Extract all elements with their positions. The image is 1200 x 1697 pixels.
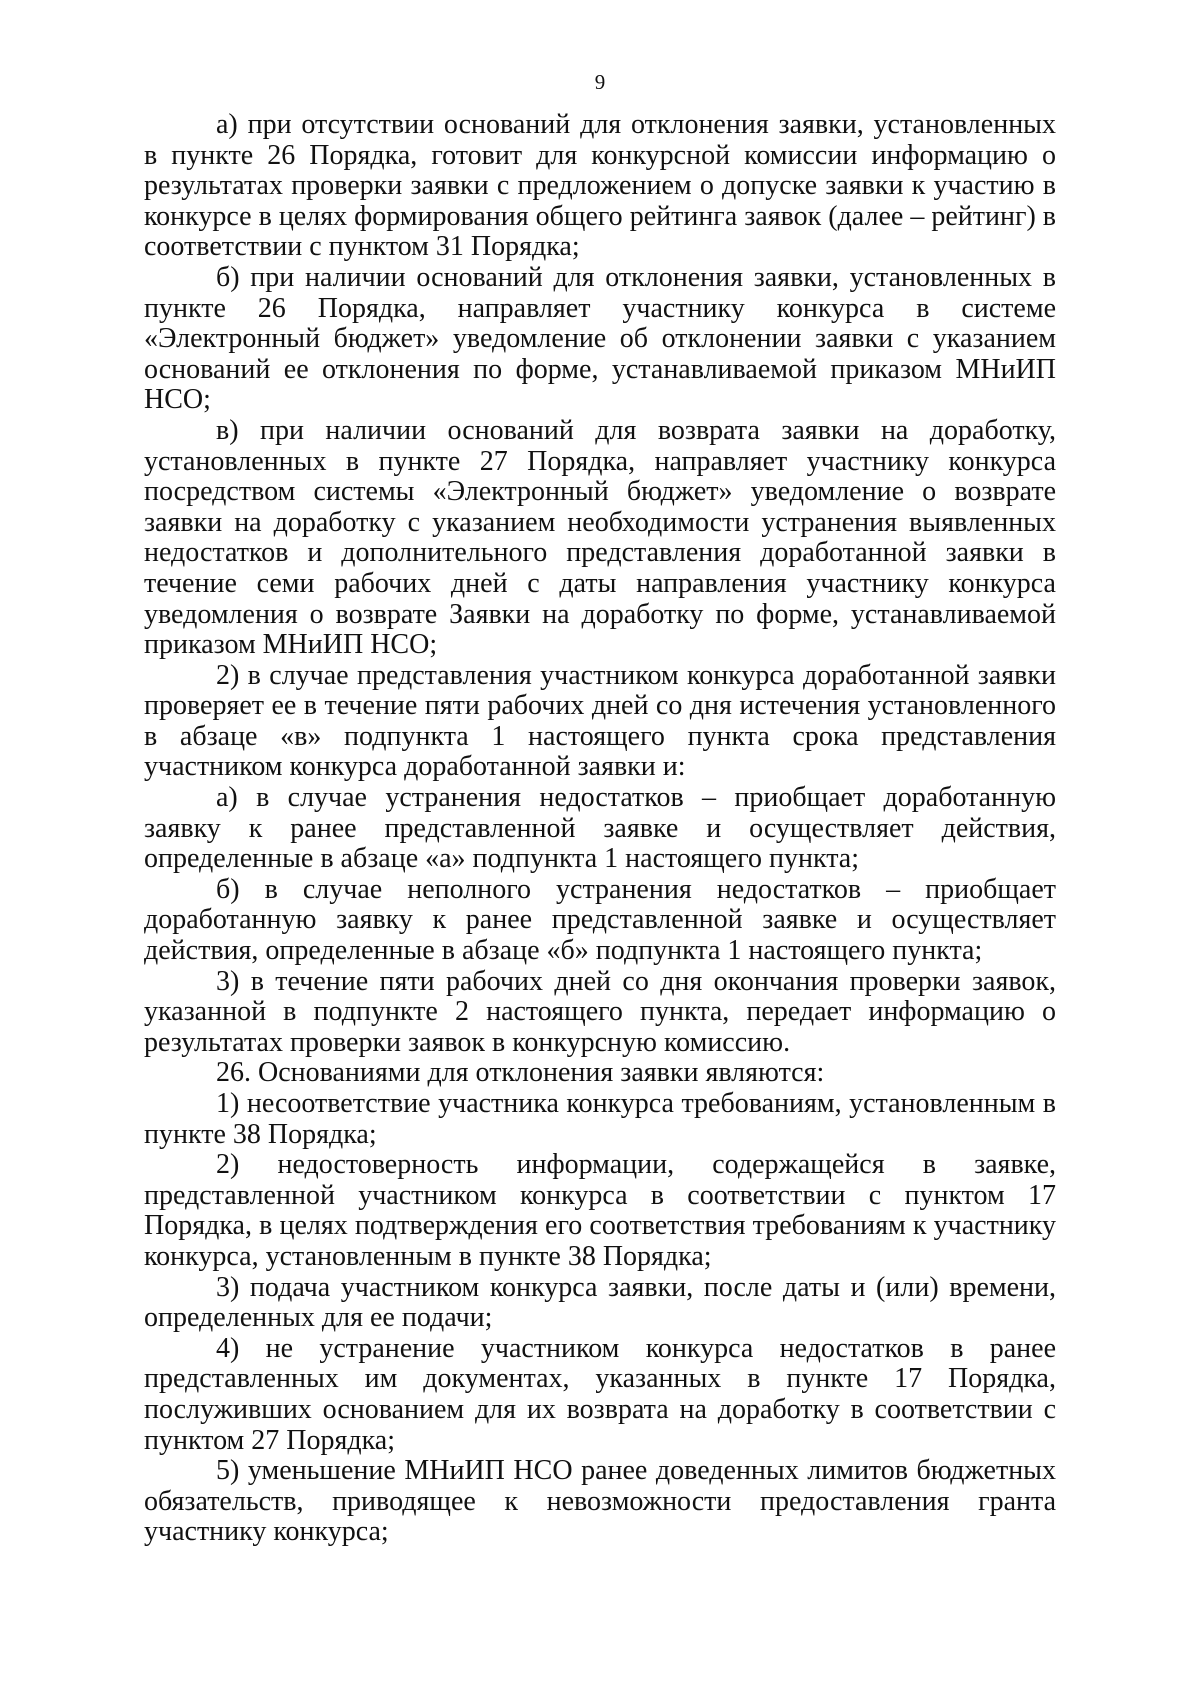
paragraph-26-4-deficiencies-not-fixed: 4) не устранение участником конкурса недостатков в ранее представленных им документах, указанных в пункте 17 Порядка, послуживших основанием для их возврата на доработку в соответствии с пунктом 27 Порядка; — [144, 1332, 1056, 1456]
paragraph-26-1-noncompliance: 1) несоответствие участника конкурса требованиям, установленным в пункте 38 Порядка; — [144, 1088, 1056, 1150]
paragraph-26-3-late-submission: 3) подача участником конкурса заявки, после даты и (или) времени, определенных для ее подачи; — [144, 1271, 1056, 1334]
paragraph-1v-return-for-revision: в) при наличии оснований для возврата заявки на доработку, установленных в пункте 27 Порядка, направляет участнику конкурса посредством системы «Электронный бюджет» уведомление о возврате заявки на доработку с указанием необходимости устранения выявленных недостатков и дополнительного представления доработанной заявки в течение семи рабочих дней с даты направления участнику конкурса уведомления о возврате Заявки на доработку по форме, устанавливаемой приказом МНиИП НСО; — [144, 414, 1056, 661]
paragraph-2a-deficiencies-eliminated: а) в случае устранения недостатков – приобщает доработанную заявку к ранее представленной заявке и осуществляет действия, определенные в абзаце «а» подпункта 1 настоящего пункта; — [144, 782, 1056, 875]
paragraph-26-2-unreliable-info: 2) недостоверность информации, содержащейся в заявке, представленной участником конкурса в соответствии с пунктом 17 Порядка, в целях подтверждения его соответствия требованиям к участнику конкурса, установленным в пункте 38 Порядка; — [144, 1149, 1056, 1272]
paragraph-3-transfer-to-commission: 3) в течение пяти рабочих дней со дня окончания проверки заявок, указанной в подпункте 2 настоящего пункта, передает информацию о результатах проверки заявок в конкурсную комиссию. — [144, 965, 1056, 1058]
page-number: 9 — [594, 70, 606, 94]
paragraph-26-5-budget-limits-reduced: 5) уменьшение МНиИП НСО ранее доведенных лимитов бюджетных обязательств, приводящее к невозможности предоставления гранта участнику конкурса; — [144, 1455, 1056, 1548]
paragraph-1a-no-rejection-grounds: а) при отсутствии оснований для отклонения заявки, установленных в пункте 26 Порядка, готовит для конкурсной комиссии информацию о результатах проверки заявки с предложением о допуске заявки к участию в конкурсе в целях формирования общего рейтинга заявок (далее – рейтинг) в соответствии с пунктом 31 Порядка; — [144, 109, 1056, 263]
paragraph-2b-partial-elimination: б) в случае неполного устранения недостатков – приобщает доработанную заявку к ранее представленной заявке и осуществляет действия, определенные в абзаце «б» подпункта 1 настоящего пункта; — [144, 873, 1056, 967]
document-body — [144, 110, 1056, 1548]
paragraph-1b-rejection-grounds: б) при наличии оснований для отклонения заявки, установленных в пункте 26 Порядка, направляет участнику конкурса в системе «Электронный бюджет» уведомление об отклонении заявки с указанием оснований ее отклонения по форме, устанавливаемой приказом МНиИП НСО; — [144, 261, 1056, 416]
paragraph-2-revised-application: 2) в случае представления участником конкурса доработанной заявки проверяет ее в течение пяти рабочих дней со дня истечения установленного в абзаце «в» подпункта 1 настоящего пункта срока представления участником конкурса доработанной заявки и: — [144, 659, 1056, 783]
paragraph-26-rejection-grounds-heading: 26. Основаниями для отклонения заявки являются: — [216, 1057, 825, 1089]
